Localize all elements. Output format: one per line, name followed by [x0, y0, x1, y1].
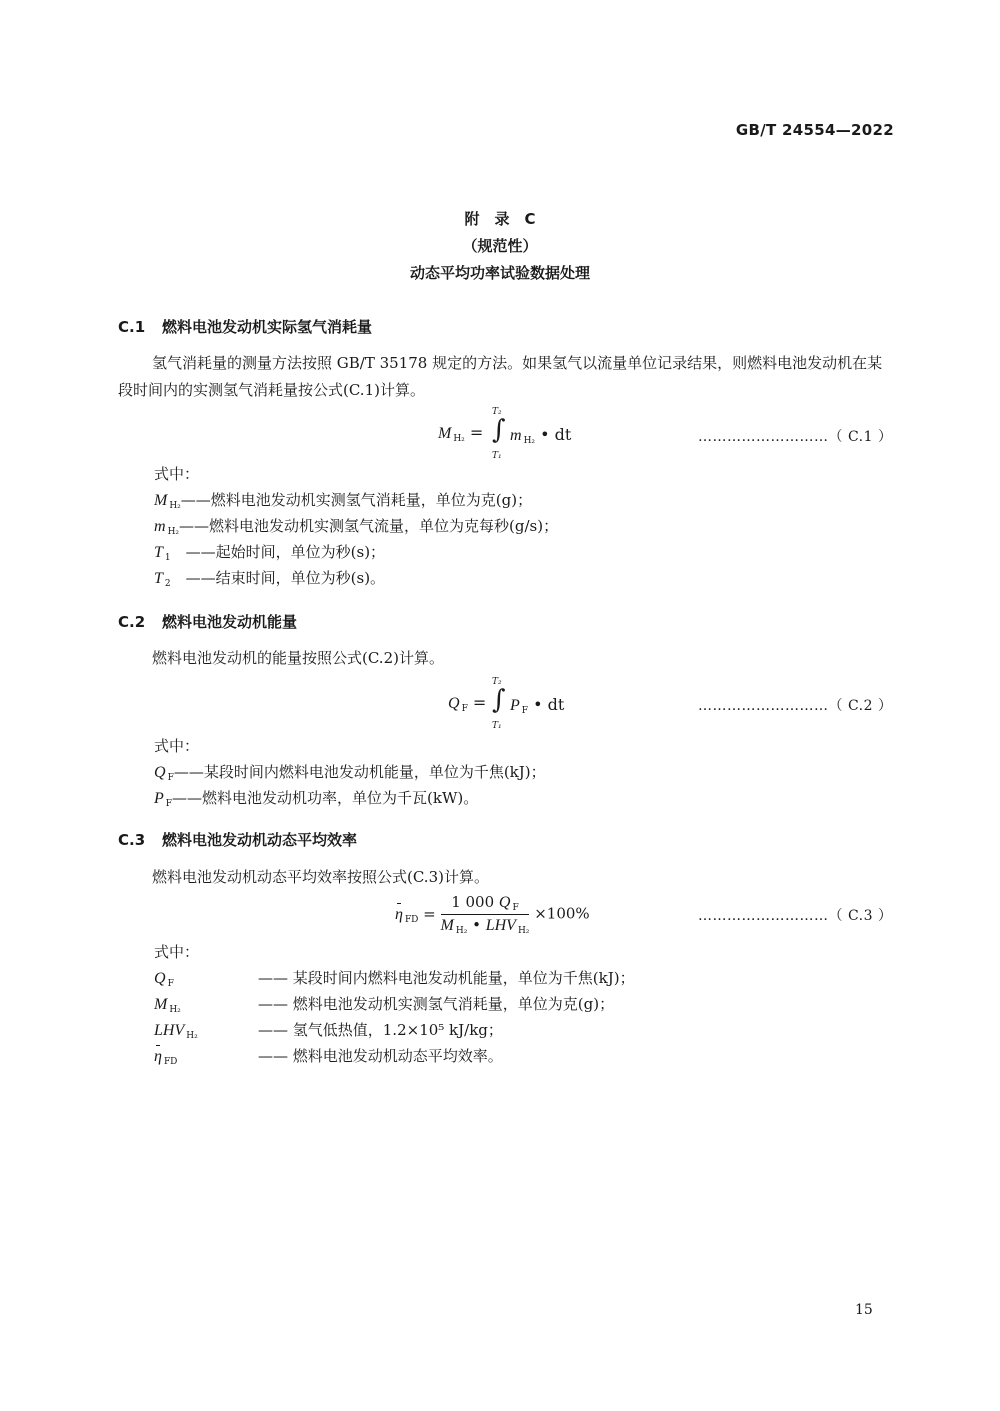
section-title: 燃料电池发动机实际氢气消耗量 [162, 318, 373, 336]
where-label: 式中： [154, 943, 200, 961]
equation-lhs: M $_{H_2}$ = [438, 423, 484, 444]
definition-item: LHV $_{H_2}$ —— 氢气低热值，1.2×10⁵ kJ/kg； [154, 1021, 503, 1041]
integral-sign: ∫ [492, 415, 506, 445]
integral-lower-limit: T₁ [492, 451, 502, 461]
equation-c1 [438, 405, 638, 465]
page-number: 15 [855, 1302, 873, 1318]
integral-upper-limit: T₂ [492, 677, 502, 687]
equation-lhs: Q $_F$ = [448, 693, 487, 714]
equation-number-c3: ………………………（ C.3 ） [698, 908, 893, 924]
definition-item: T $_1$ ——起始时间，单位为秒(s)； [154, 543, 386, 563]
definition-list-c2 [154, 762, 546, 814]
integral-sign: ∫ [492, 685, 506, 715]
where-label: 式中： [154, 737, 200, 755]
section-number: C.3 [118, 831, 146, 849]
definition-list-c3 [154, 968, 635, 1072]
section-number: C.2 [118, 613, 146, 631]
section-title: 燃料电池发动机能量 [162, 613, 298, 631]
section-number: C.1 [118, 318, 146, 336]
equation-lhs: η $_{FD}$ = [395, 904, 436, 925]
definition-item: T $_2$ ——结束时间，单位为秒(s)。 [154, 569, 386, 589]
appendix-subject: 动态平均功率试验数据处理 [409, 264, 590, 282]
equation-number-c2: ………………………（ C.2 ） [698, 698, 893, 714]
definition-item: Q $_F$——某段时间内燃料电池发动机能量，单位为千焦(kJ)； [154, 763, 546, 783]
where-label: 式中： [154, 465, 200, 483]
equation-c2 [448, 675, 648, 735]
equation-fraction [441, 893, 530, 936]
definition-item: η $_{FD}$ —— 燃料电池发动机动态平均效率。 [154, 1047, 503, 1067]
equation-tail: ×100% [534, 904, 590, 923]
section-c2-heading [118, 611, 297, 632]
standard-number: GB/T 24554—2022 [735, 121, 894, 139]
appendix-title: 附 录 C [464, 210, 536, 228]
definition-list-c1 [154, 490, 558, 594]
section-c1-paragraph: 氢气消耗量的测量方法按照 GB/T 35178 规定的方法。如果氢气以流量单位记录结果，则燃料电池发动机在某段时间内的实测氢气消耗量按公式(C.1)计算。 [118, 354, 883, 399]
integral-upper-limit: T₂ [492, 407, 502, 417]
section-c1-heading [118, 316, 372, 337]
fraction-numerator: 1 000 Q $_F$ [441, 893, 530, 915]
equation-number-c1: ………………………（ C.1 ） [698, 429, 893, 445]
section-c2-paragraph: 燃料电池发动机的能量按照公式(C.2)计算。 [152, 649, 444, 667]
equation-integrand: m $_{H_2}$ • dt [510, 425, 572, 446]
section-c3-paragraph: 燃料电池发动机动态平均效率按照公式(C.3)计算。 [152, 868, 489, 886]
definition-item: M $_{H_2}$——燃料电池发动机实测氢气消耗量，单位为克(g)； [154, 491, 533, 511]
section-title: 燃料电池发动机动态平均效率 [162, 831, 358, 849]
definition-item: P $_F$——燃料电池发动机功率，单位为千瓦(kW)。 [154, 789, 479, 809]
fraction-denominator: M $_{H_2}$ • LHV $_{H_2}$ [440, 916, 530, 936]
equation-c3 [395, 893, 590, 936]
definition-item: M $_{H_2}$ —— 燃料电池发动机实测氢气消耗量，单位为克(g)； [154, 995, 615, 1015]
integral-lower-limit: T₁ [492, 721, 502, 731]
section-c3-heading [118, 829, 357, 850]
definition-item: m $_{H_2}$——燃料电池发动机实测氢气流量，单位为克每秒(g/s)； [154, 517, 559, 537]
equation-integrand: P $_F$ • dt [510, 695, 565, 716]
definition-item: Q $_F$ —— 某段时间内燃料电池发动机能量，单位为千焦(kJ)； [154, 969, 635, 989]
appendix-nature: （规范性） [462, 237, 538, 255]
